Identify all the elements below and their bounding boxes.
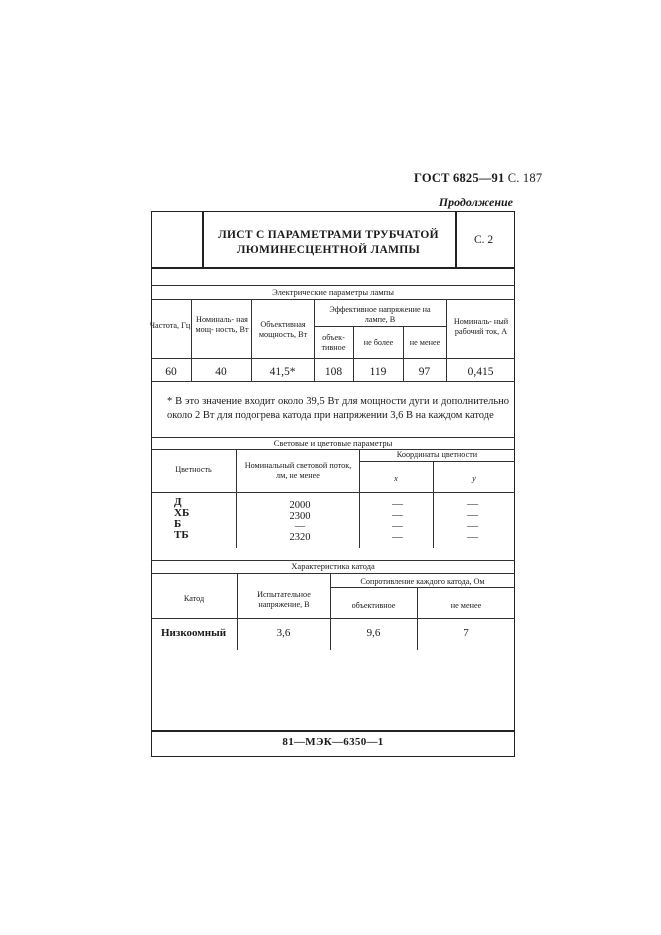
col-cathode: Катод — [183, 594, 205, 603]
col-objective-power: Объективная мощность, Вт — [258, 320, 308, 339]
lt-coords-line — [359, 461, 515, 462]
col-color: Цветность — [175, 465, 212, 474]
col-chromaticity: Координаты цветности — [396, 450, 478, 459]
color-khb: ХБ — [174, 507, 190, 519]
val-frequency: 60 — [165, 366, 177, 378]
flux-d: 2000 — [289, 500, 311, 511]
footnote: * В это значение входит около 39,5 Вт для мощности дуги и дополнительно около 2 Вт для подогрева катода при напряжении 3,6 В на каждом катоде — [167, 396, 509, 421]
x-tb: — — [392, 531, 403, 543]
color-b: Б — [174, 518, 182, 530]
col-voltage-max: не более — [363, 338, 394, 347]
x-list — [385, 499, 410, 543]
title-bottom-line — [151, 267, 515, 269]
col-nominal-current: Номиналь- ный рабочий ток, А — [453, 317, 509, 336]
y-b: — — [467, 520, 478, 532]
col-y: y — [472, 474, 476, 483]
continuation-label: Продолжение — [438, 195, 513, 209]
flux-khb: 2300 — [289, 510, 311, 522]
cathode-caption: Характеристика катода — [291, 561, 375, 571]
val-nominal-power: 40 — [215, 366, 227, 378]
col-resistance-objective: объективное — [351, 601, 396, 610]
el-voltage-group-line — [314, 326, 446, 327]
ct-resistance-line — [330, 587, 515, 588]
val-voltage-min: 97 — [418, 366, 431, 378]
ct-header-bottom — [151, 618, 515, 619]
val-objective-power: 41,5* — [269, 366, 296, 378]
page-number: С. 187 — [507, 171, 543, 185]
col-voltage-min: не менее — [409, 338, 441, 347]
val-voltage-max: 119 — [369, 366, 387, 378]
col-resistance: Сопротивление каждого катода, Ом — [360, 577, 485, 586]
val-resistance-objective: 9,6 — [366, 627, 381, 639]
col-x: x — [394, 474, 398, 483]
flux-list — [270, 501, 330, 543]
col-voltage-objective: объек- тивное — [321, 333, 346, 352]
sheet-number: С. 2 — [474, 234, 494, 246]
y-list — [460, 499, 485, 543]
el-table-bottom — [151, 381, 515, 382]
color-list — [174, 497, 214, 541]
footer-code: 81—МЭК—6350—1 — [282, 736, 384, 748]
el-header-bottom — [151, 358, 515, 359]
val-nominal-current: 0,415 — [467, 366, 494, 378]
y-tb: — — [467, 531, 478, 543]
color-tb: ТБ — [174, 529, 189, 541]
col-test-voltage: Испытательное напряжение, В — [257, 590, 311, 609]
val-test-voltage: 3,6 — [276, 627, 291, 639]
electrical-caption-line — [151, 299, 515, 300]
color-d: Д — [174, 496, 182, 508]
col-frequency: Частота, Гц — [149, 321, 191, 330]
val-resistance-min: 7 — [463, 627, 469, 639]
footer-line — [151, 730, 515, 732]
y-d: — — [467, 498, 478, 510]
document-title — [204, 228, 453, 258]
val-voltage-objective: 108 — [324, 366, 343, 378]
title-line-1: ЛИСТ С ПАРАМЕТРАМИ ТРУБЧАТОЙ — [218, 229, 439, 241]
y-khb: — — [467, 509, 478, 521]
page-header — [414, 171, 542, 186]
cathode-caption-line — [151, 573, 515, 574]
light-caption: Световые и цветовые параметры — [273, 438, 393, 448]
x-khb: — — [392, 509, 403, 521]
electrical-caption: Электрические параметры лампы — [272, 287, 394, 297]
col-voltage-group: Эффективное напряжение на лампе, В — [329, 305, 431, 324]
x-d: — — [392, 498, 403, 510]
title-line-2: ЛЮМИНЕСЦЕНТНОЙ ЛАМПЫ — [236, 244, 421, 256]
lt-col-sep-1 — [236, 449, 237, 548]
lt-col-sep-2 — [359, 449, 360, 548]
x-b: — — [392, 520, 403, 532]
col-nominal-power: Номиналь- ная мощ- ность, Вт — [195, 315, 249, 334]
col-resistance-min: не менее — [450, 601, 482, 610]
val-cathode: Низкоомный — [161, 627, 227, 639]
electrical-table-top — [151, 285, 515, 286]
flux-tb: 2320 — [289, 531, 311, 543]
col-luminous-flux: Номинальный световой поток, лм, не менее — [244, 461, 352, 480]
standard-number: ГОСТ 6825—91 — [414, 171, 505, 185]
flux-b: — — [294, 521, 306, 532]
title-divider-right — [455, 211, 457, 268]
lt-header-bottom — [151, 492, 515, 493]
